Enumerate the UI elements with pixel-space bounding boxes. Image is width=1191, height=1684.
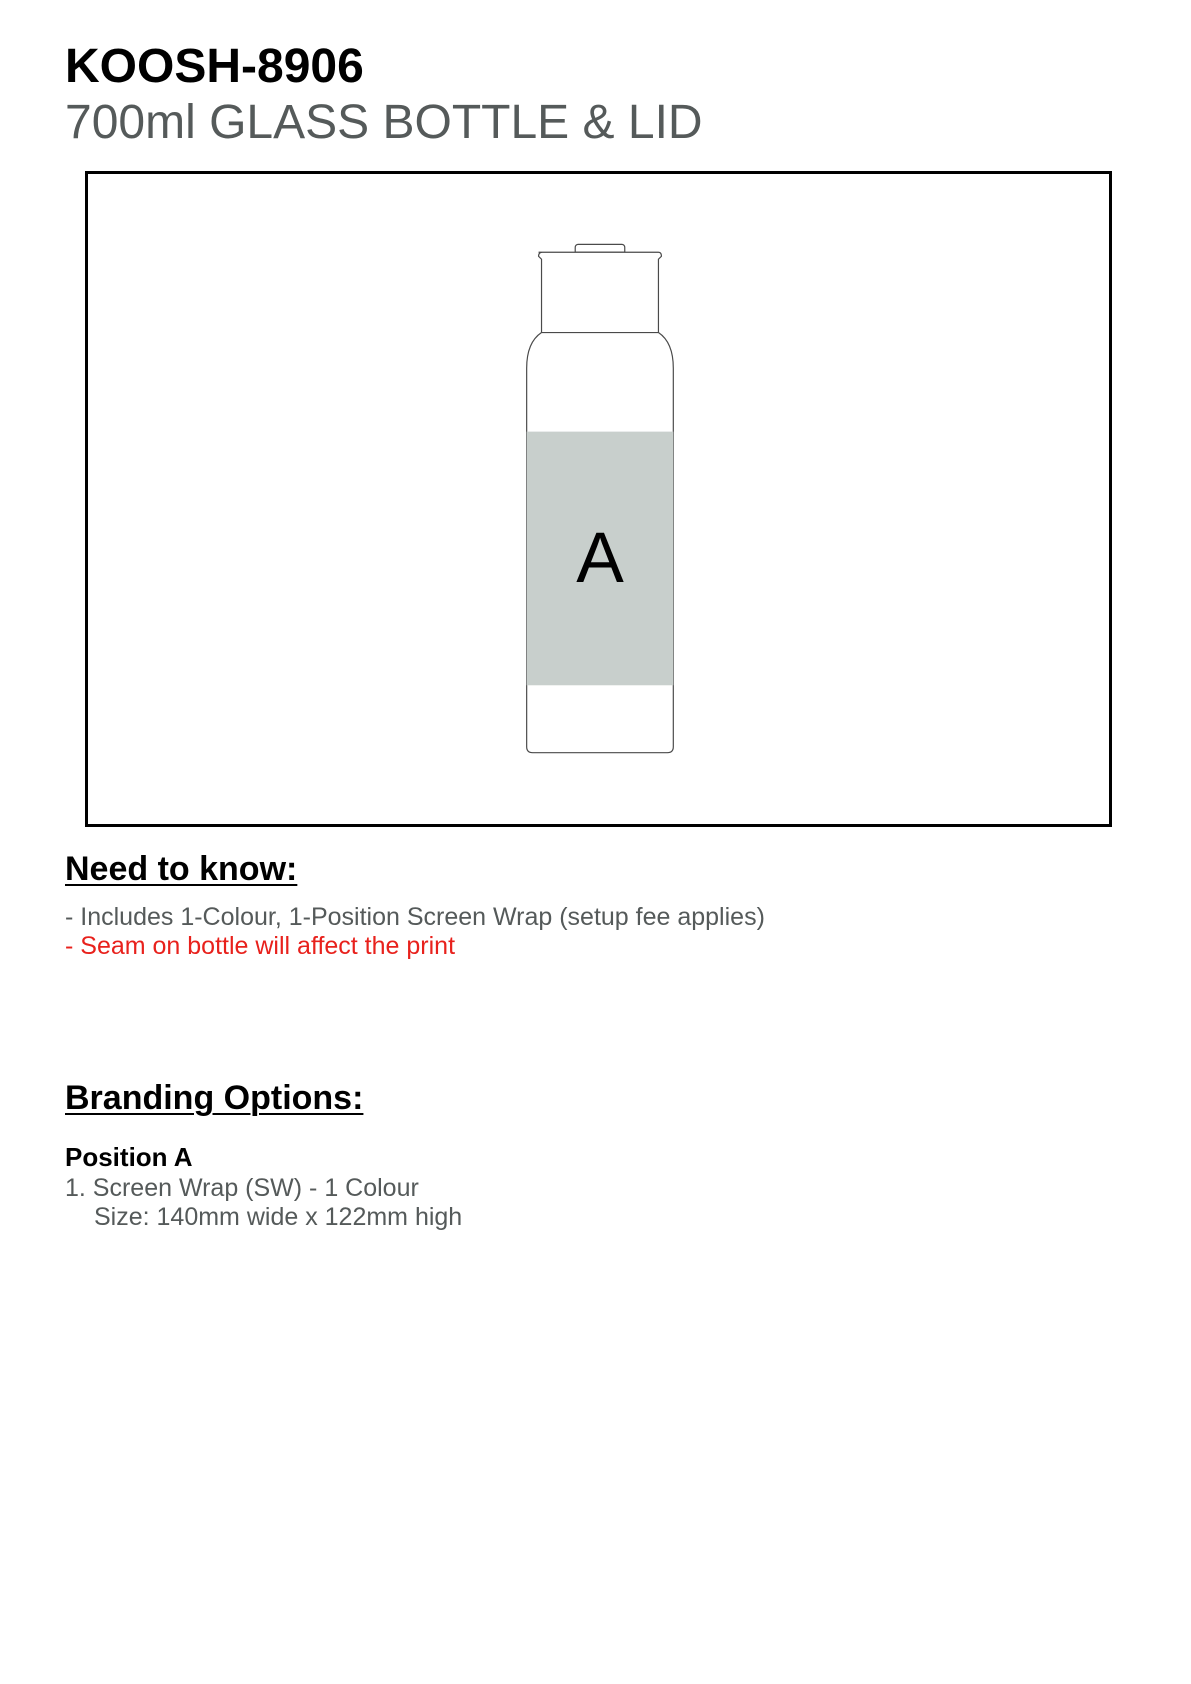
product-illustration-frame (85, 171, 1112, 827)
position-a-option: 1. Screen Wrap (SW) - 1 Colour (65, 1174, 419, 1202)
need-to-know-heading: Need to know: (65, 850, 298, 888)
branding-options-heading: Branding Options: (65, 1079, 364, 1117)
note-seam-warning: - Seam on bottle will affect the print (65, 932, 456, 960)
product-name: 700ml GLASS BOTTLE & LID (65, 96, 703, 149)
product-code: KOOSH-8906 (65, 40, 364, 93)
bottle-illustration (88, 174, 1109, 824)
position-a-title: Position A (65, 1142, 193, 1172)
print-area-label: A (576, 518, 624, 599)
note-includes: - Includes 1-Colour, 1-Position Screen Wrap (setup fee applies) (65, 903, 765, 931)
position-a-size: Size: 140mm wide x 122mm high (94, 1203, 463, 1231)
bottle-lid (539, 252, 662, 332)
